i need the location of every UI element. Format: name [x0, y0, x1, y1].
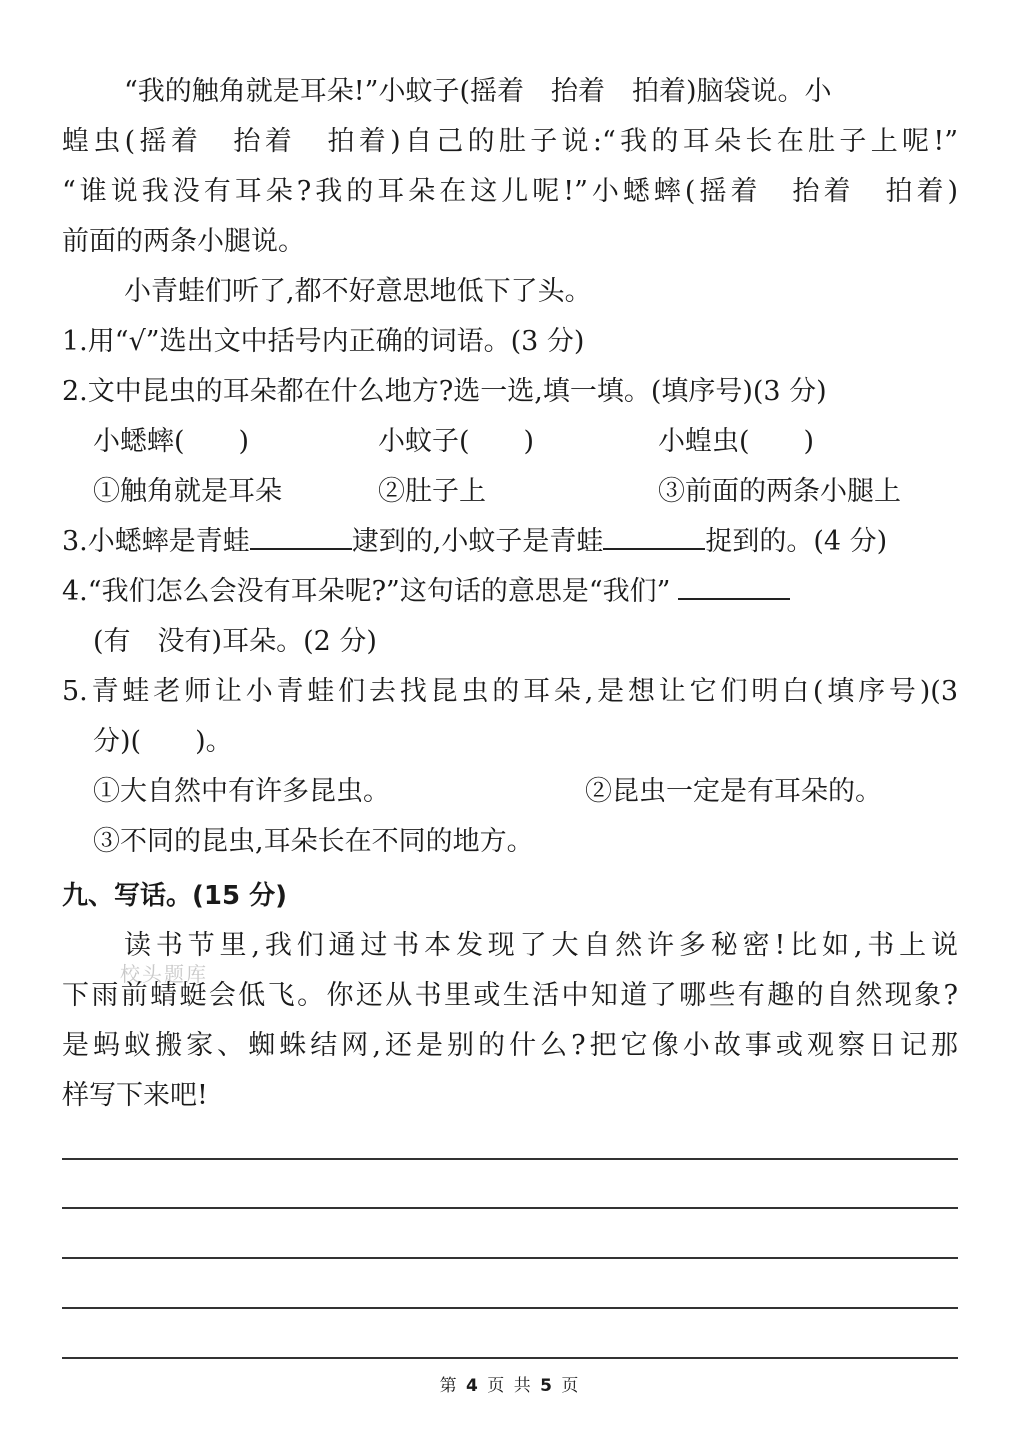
question-2: 2.文中昆虫的耳朵都在什么地方?选一选,填一填。(填序号)(3 分)	[62, 376, 827, 407]
writing-line-3[interactable]	[62, 1257, 958, 1259]
watermark: 校头题库	[120, 962, 208, 986]
writing-line-5[interactable]	[62, 1357, 958, 1359]
q5-option-2: ②昆虫一定是有耳朵的。	[585, 776, 882, 807]
q2-blank-mosquito[interactable]: 小蚊子( )	[378, 426, 535, 457]
section-9-heading: 九、写话。(15 分)	[62, 881, 287, 911]
story-line-4: 前面的两条小腿说。	[62, 226, 305, 257]
footer-middle: 页 共	[487, 1376, 533, 1396]
story-line-2: 蝗虫(摇着 抬着 拍着)自己的肚子说:“我的耳朵长在肚子上呢!”	[62, 126, 958, 157]
footer-total-pages: 5	[540, 1376, 554, 1396]
q3-text-b: 逮到的,小蚊子是青蛙	[351, 526, 604, 557]
question-5-cont[interactable]: 分)( )。	[93, 726, 233, 757]
story-line-1: “我的触角就是耳朵!”小蚊子(摇着 抬着 拍着)脑袋说。小	[124, 76, 832, 107]
question-3	[62, 522, 887, 562]
q3-text-c: 捉到的。(4 分)	[705, 526, 888, 557]
question-4	[62, 572, 790, 612]
q4-text-a: 4.“我们怎么会没有耳朵呢?”这句话的意思是“我们”	[62, 576, 671, 607]
question-4-cont: (有 没有)耳朵。(2 分)	[93, 626, 377, 657]
q2-option-2: ②肚子上	[378, 476, 486, 507]
footer-prefix: 第	[439, 1376, 459, 1396]
section-9-line-3: 是蚂蚁搬家、蜘蛛结网,还是别的什么?把它像小故事或观察日记那	[62, 1030, 958, 1061]
story-line-5: 小青蛙们听了,都不好意思地低下了头。	[124, 276, 592, 307]
question-5: 5.青蛙老师让小青蛙们去找昆虫的耳朵,是想让它们明白(填序号)(3	[62, 676, 958, 707]
q4-blank[interactable]	[678, 572, 790, 600]
q5-option-1: ①大自然中有许多昆虫。	[93, 776, 390, 807]
footer-page-number: 4	[466, 1376, 480, 1396]
q5-option-3: ③不同的昆虫,耳朵长在不同的地方。	[93, 826, 534, 857]
section-9-line-4: 样写下来吧!	[62, 1080, 208, 1111]
question-1: 1.用“√”选出文中括号内正确的词语。(3 分)	[62, 326, 585, 357]
q2-option-3: ③前面的两条小腿上	[658, 476, 901, 507]
q3-text-a: 3.小蟋蟀是青蛙	[62, 526, 250, 557]
writing-line-4[interactable]	[62, 1307, 958, 1309]
q3-blank-2[interactable]	[603, 522, 705, 550]
q2-blank-locust[interactable]: 小蝗虫( )	[658, 426, 815, 457]
q2-blank-cricket[interactable]: 小蟋蟀( )	[93, 426, 250, 457]
page-footer	[0, 1374, 1020, 1398]
section-9-line-1: 读书节里,我们通过书本发现了大自然许多秘密!比如,书上说	[124, 930, 958, 961]
writing-line-2[interactable]	[62, 1207, 958, 1209]
q2-option-1: ①触角就是耳朵	[93, 476, 282, 507]
writing-line-1[interactable]	[62, 1158, 958, 1160]
story-line-3: “谁说我没有耳朵?我的耳朵在这儿呢!”小蟋蟀(摇着 抬着 拍着)	[62, 176, 958, 207]
section-9-line-2: 下雨前蜻蜓会低飞。你还从书里或生活中知道了哪些有趣的自然现象?	[62, 980, 958, 1011]
q3-blank-1[interactable]	[250, 522, 352, 550]
footer-suffix: 页	[561, 1376, 581, 1396]
